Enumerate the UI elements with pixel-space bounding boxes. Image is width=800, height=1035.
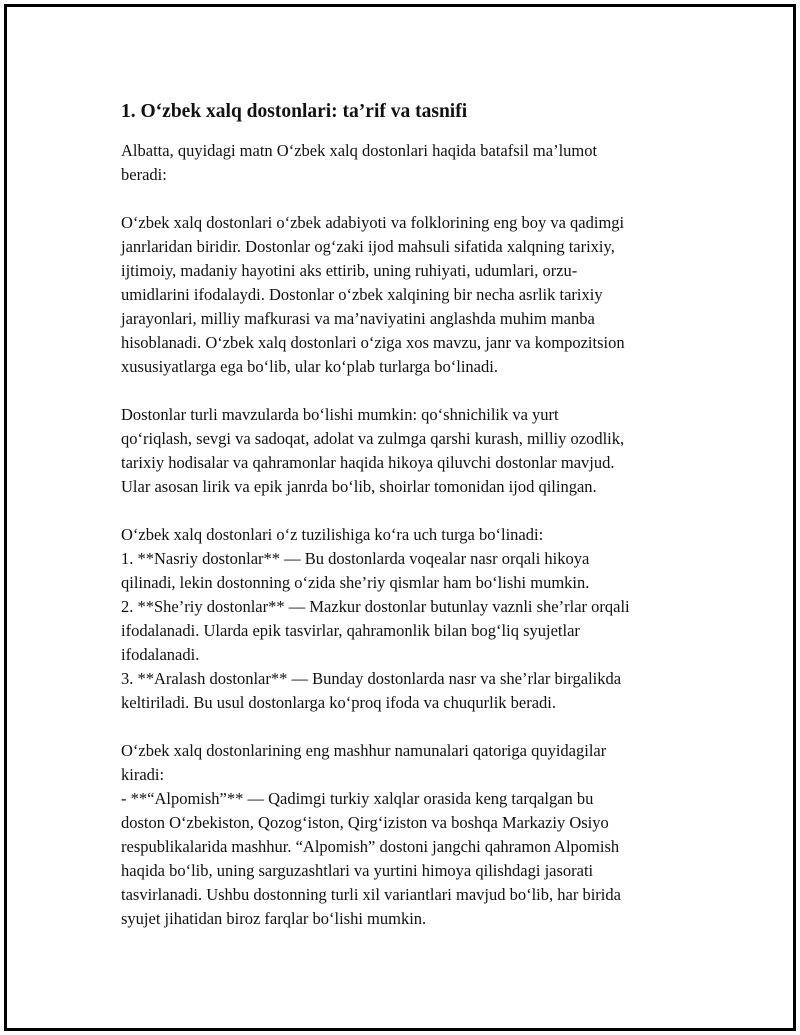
paragraph-gap: [121, 715, 701, 739]
document-body: [121, 99, 701, 931]
page-frame: [4, 4, 796, 1031]
themes-paragraph: Dostonlar turli mavzularda bo‘lishi mumkin: qo‘shnichilik va yurt qo‘riqlash, sevgi va sadoqat, adolat va zulmga qarshi kurash, milliy ozodlik, tarixiy hodisalar va qahramonlar haqida hikoya qiluvchi dostonlar mavjud. Ular asosan lirik va epik janrda bo‘lib, shoirlar tomonidan ijod qilingan.: [121, 405, 625, 496]
section-heading: 1. O‘zbek xalq dostonlari: ta’rif va tasnifi: [121, 101, 468, 122]
intro-paragraph: Albatta, quyidagi matn O‘zbek xalq dostonlari haqida batafsil ma’lumot beradi:: [121, 141, 598, 184]
paragraph-gap: [121, 499, 701, 523]
examples-paragraph: O‘zbek xalq dostonlarining eng mashhur namunalari qatoriga quyidagilar kiradi: - **“Alpomish”** — Qadimgi turkiy xalqlar orasida keng tarqalgan bu doston O‘zbekiston, Qozog‘iston, Qirg‘iziston va boshqa Markaziy Osiyo respublikalarida mashhur. “Alpomish” dostoni jangchi qahramon Alpomish haqida bo‘lib, uning sarguzashtlari va yurtini himoya qilishdagi jasorati tasvirlanadi. Ushbu dostonning turli xil variantlari mavjud bo‘lib, har birida syujet jihatidan biroz farqlar bo‘lishi mumkin.: [121, 741, 621, 928]
types-list-paragraph: O‘zbek xalq dostonlari o‘z tuzilishiga ko‘ra uch turga bo‘linadi: 1. **Nasriy dostonlar** — Bu dostonlarda voqealar nasr orqali hikoya qilinadi, lekin dostonning o‘zida she’riy qismlar ham bo‘lishi mumkin. 2. **She’riy dostonlar** — Mazkur dostonlar butunlay vaznli she’rlar orqali ifodalanadi. Ularda epik tasvirlar, qahramonlik bilan bog‘liq syujetlar ifodalanadi. 3. **Aralash dostonlar** — Bunday dostonlarda nasr va she’rlar birgalikda keltiriladi. Bu usul dostonlarga ko‘proq ifoda va chuqurlik beradi.: [121, 525, 630, 712]
definition-paragraph: O‘zbek xalq dostonlari o‘zbek adabiyoti va folklorining eng boy va qadimgi janrlaridan biridir. Dostonlar og‘zaki ijod mahsuli sifatida xalqning tarixiy, ijtimoiy, madaniy hayotini aks ettirib, uning ruhiyati, udumlari, orzu- umidlarini ifodalaydi. Dostonlar o‘zbek xalqining bir necha asrlik tarixiy jarayonlari, milliy mafkurasi va ma’naviyatini anglashda muhim manba hisoblanadi. O‘zbek xalq dostonlari o‘ziga xos mavzu, janr va kompozitsion xususiyatlarga ega bo‘lib, ular ko‘plab turlarga bo‘linadi.: [121, 213, 625, 376]
paragraph-gap: [121, 379, 701, 403]
paragraph-gap: [121, 187, 701, 211]
